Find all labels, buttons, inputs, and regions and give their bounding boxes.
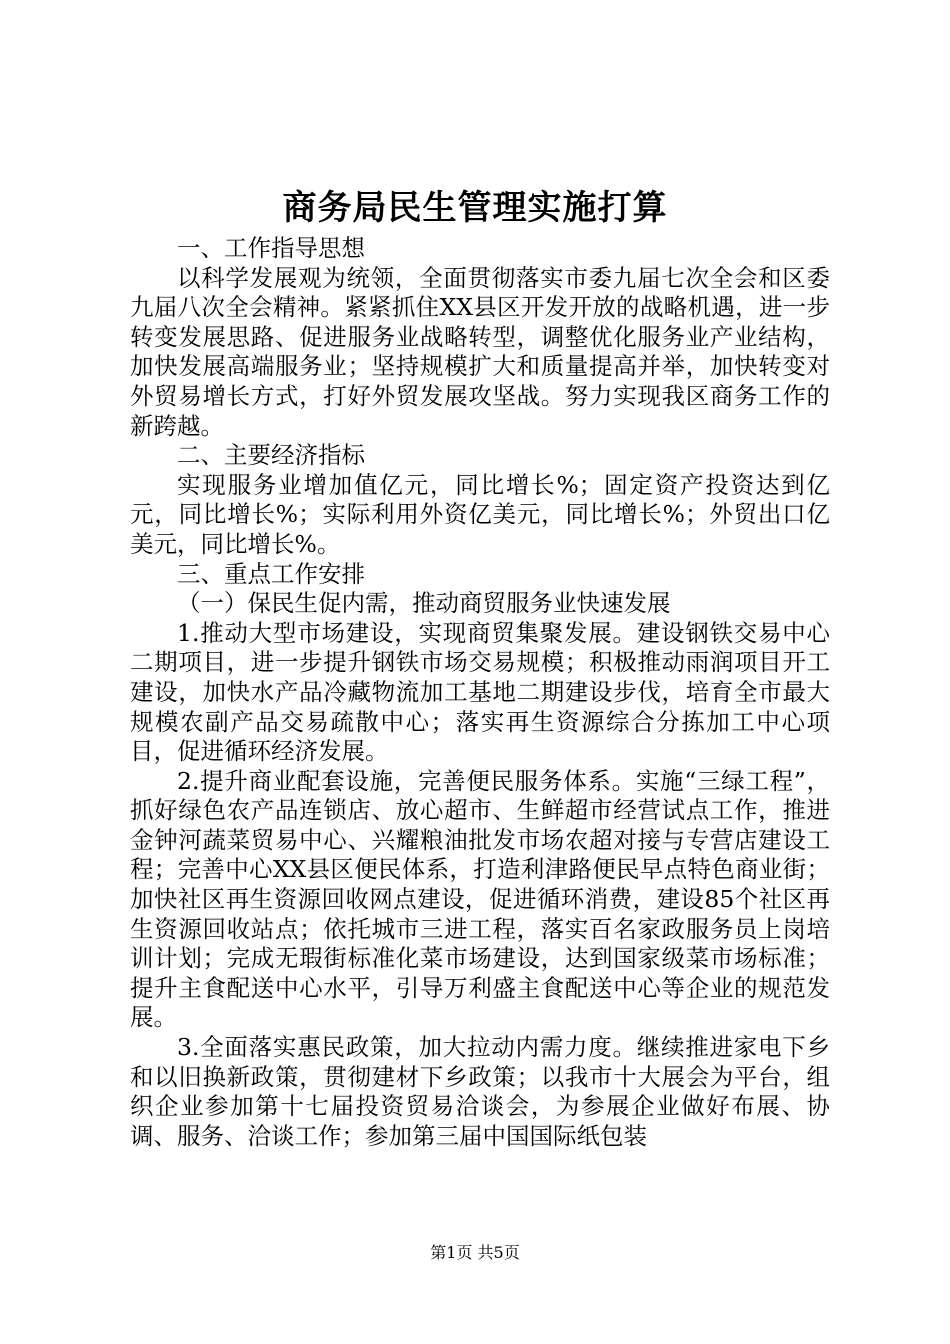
- subheading: （一）保民生促内需，推动商贸服务业快速发展: [177, 589, 671, 618]
- document-title: 商务局民生管理实施打算: [282, 188, 668, 228]
- paragraph: 以科学发展观为统领，全面贯彻落实市委九届七次全会和区委九届八次全会精神。紧紧抓住XX县区开发开放的战略机遇，进一步转变发展思路、促进服务业战略转型，调整优化服务业产业结构，加快发展高端服务业；坚持规模扩大和质量提高并举，加快转变对外贸易增长方式，打好外贸发展攻坚战。努力实现我区商务工作的新跨越。: [130, 263, 830, 440]
- paragraph: 实现服务业增加值亿元，同比增长%；固定资产投资达到亿元，同比增长%；实际利用外资亿美元，同比增长%；外贸出口亿美元，同比增长%。: [130, 470, 830, 558]
- paragraph: 1.推动大型市场建设，实现商贸集聚发展。建设钢铁交易中心二期项目，进一步提升钢铁市场交易规模；积极推动雨润项目开工建设，加快水产品冷藏物流加工基地二期建设步伐，培育全市最大规模农副产品交易疏散中心；落实再生资源综合分拣加工中心项目，促进循环经济发展。: [130, 618, 830, 766]
- page-indicator: 第1页 共5页: [430, 1243, 520, 1262]
- document-body: [130, 234, 830, 1151]
- paragraph: 3.全面落实惠民政策，加大拉动内需力度。继续推进家电下乡和以旧换新政策，贯彻建材下乡政策；以我市十大展会为平台，组织企业参加第十七届投资贸易洽谈会，为参展企业做好布展、协调、服务、洽谈工作；参加第三届中国国际纸包装: [130, 1033, 830, 1150]
- heading-section-1: 一、工作指导思想: [177, 234, 365, 262]
- heading-section-2: 二、主要经济指标: [177, 441, 365, 470]
- paragraph: 2.提升商业配套设施，完善便民服务体系。实施“三绿工程”，抓好绿色农产品连锁店、放心超市、生鲜超市经营试点工作，推进金钟河蔬菜贸易中心、兴耀粮油批发市场农超对接与专营店建设工程；完善中心XX县区便民体系，打造利津路便民早点特色商业街；加快社区再生资源回收网点建设，促进循环消费，建设85个社区再生资源回收站点；依托城市三进工程，落实百名家政服务员上岗培训计划；完成无瑕街标准化菜市场建设，达到国家级菜市场标准；提升主食配送中心水平，引导万利盛主食配送中心等企业的规范发展。: [130, 766, 830, 1032]
- heading-section-3: 三、重点工作安排: [177, 559, 365, 588]
